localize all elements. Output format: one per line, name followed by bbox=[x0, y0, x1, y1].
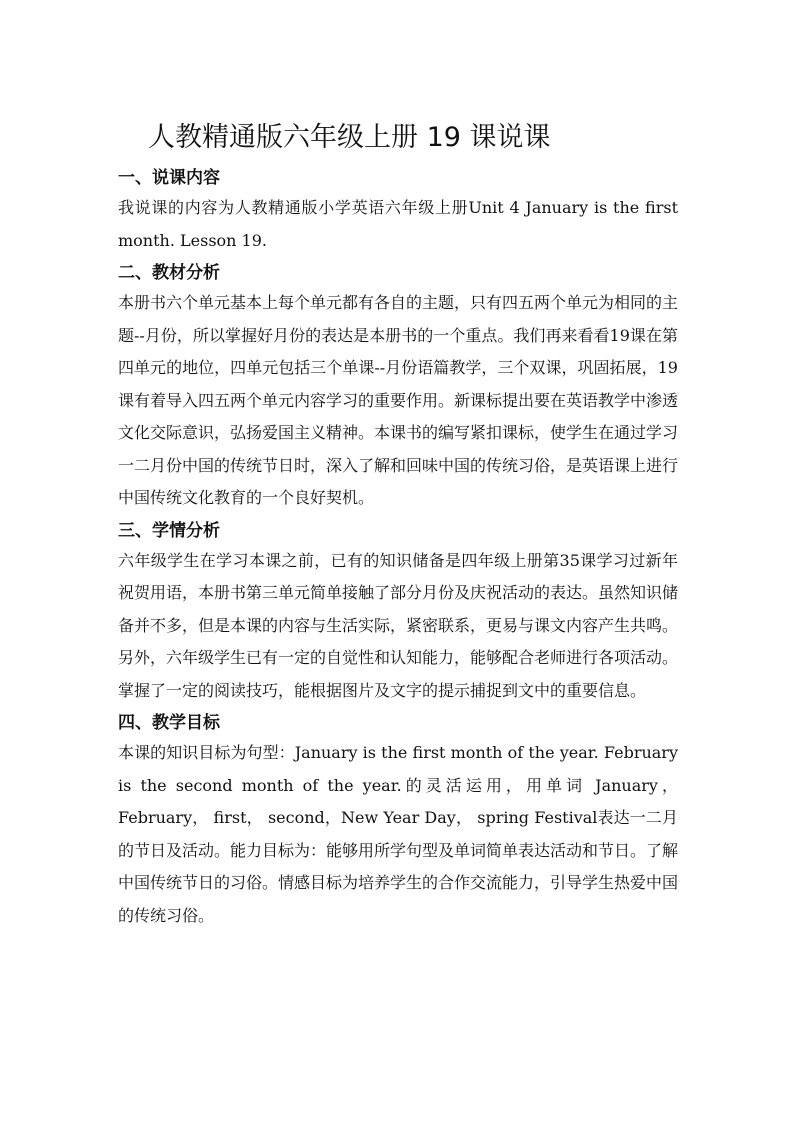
section-paragraph: 本册书六个单元基本上每个单元都有各自的主题，只有四五两个单元为相同的主题--月份，所以掌握好月份的表达是本册书的一个重点。我们再来看看19课在第四单元的地位，四单元包括三个单课--月份语篇教学，三个双课，巩固拓展，19课有着导入四五两个单元内容学习的重要作用。新课标提出要在英语教学中渗透文化交际意识，弘扬爱国主义精神。本课书的编写紧扣课标，使学生在通过学习一二月份中国的传统节日时，深入了解和回味中国的传统习俗，是英语课上进行中国传统文化教育的一个良好契机。 bbox=[118, 293, 679, 507]
section-paragraph: 本课的知识目标为句型：January is the first month of the year. February is the second month of the year.的灵活运用，用单词 January， February， first， second，New Year Day， spring Festival表达一二月的节日及活动。能力目标为：能够用所学句型及单词简单表达活动和节日。了解中国传统节日的习俗。情感目标为培养学生的合作交流能力，引导学生热爱中国的传统习俗。 bbox=[118, 743, 679, 925]
section-heading: 四、教学目标 bbox=[118, 713, 220, 733]
document-title: 人教精通版六年级上册 19 课说课 bbox=[148, 122, 551, 153]
section-learner-analysis bbox=[118, 517, 678, 708]
section-paragraph: 六年级学生在学习本课之前，已有的知识储备是四年级上册第35课学习过新年祝贺用语，本册书第三单元简单接触了部分月份及庆祝活动的表达。虽然知识储备并不多，但是本课的内容与生活实际，紧密联系，更易与课文内容产生共鸣。另外，六年级学生已有一定的自觉性和认知能力，能够配合老师进行各项活动。掌握了一定的阅读技巧，能根据图片及文字的提示捕捉到文中的重要信息。 bbox=[118, 550, 679, 700]
section-heading: 二、教材分析 bbox=[118, 263, 220, 283]
section-lesson-content bbox=[118, 164, 678, 257]
section-textbook-analysis bbox=[118, 259, 678, 515]
section-heading: 一、说课内容 bbox=[118, 168, 220, 188]
section-heading: 三、学情分析 bbox=[118, 520, 220, 541]
section-paragraph: 我说课的内容为人教精通版小学英语六年级上册Unit 4 January is the first month. Lesson 19. bbox=[118, 198, 678, 250]
section-teaching-objectives bbox=[118, 709, 678, 932]
document-body bbox=[118, 164, 678, 934]
